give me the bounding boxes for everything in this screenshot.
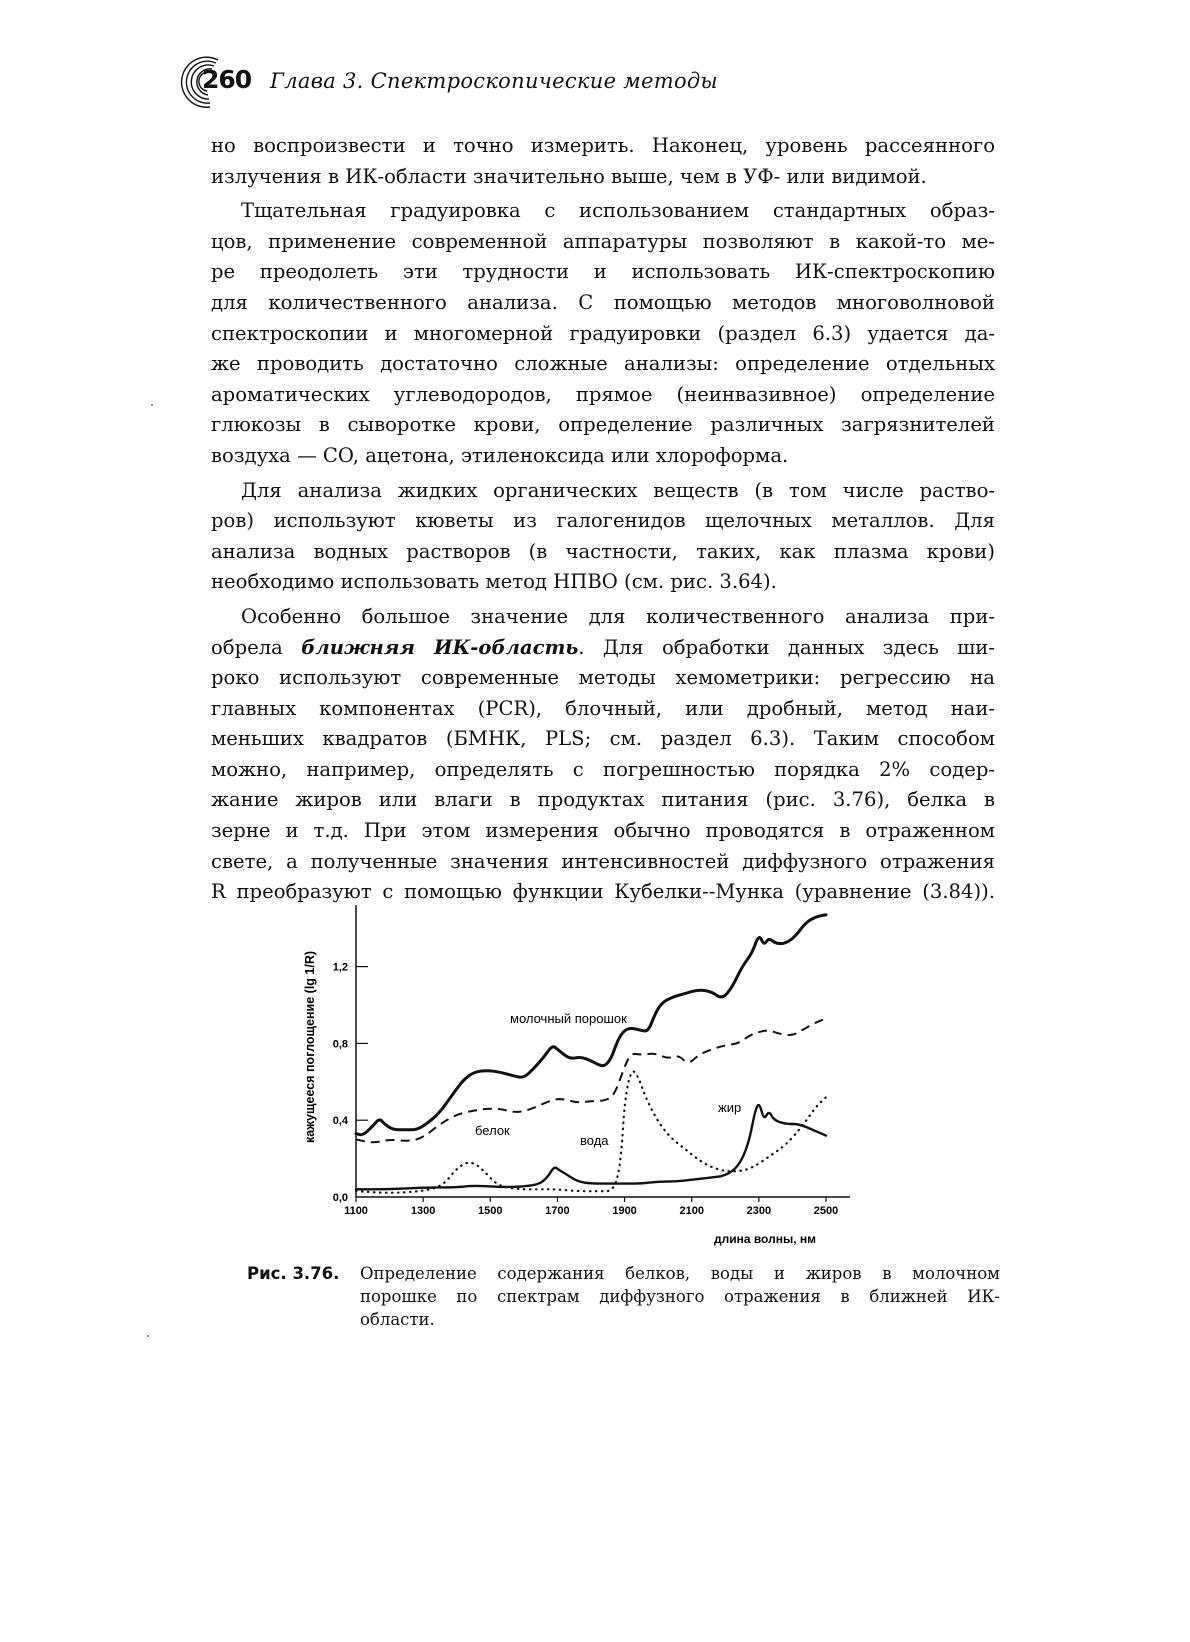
text-line: же проводить достаточно сложные анализы: определение отдельных [211,352,995,376]
x-tick-label: 2500 [813,1205,839,1217]
text-line: главных компонентах (PCR), блочный, или дробный, метод наи- [211,696,995,720]
text-segment: обрела [211,635,302,659]
text-line: но воспроизвести и точно измерить. Наконец, уровень рассеянного [211,134,995,157]
scan-speck [151,404,153,406]
running-head: Глава 3. Спектроскопические методы [270,69,718,93]
text-line: Особенно большое значение для количественного анализа при- [241,604,995,628]
text-line: для количественного анализа. С помощью методов многоволновой [211,290,995,314]
text-line: роко используют современные методы хемометрики: регрессию на [211,666,995,690]
x-tick-label: 1100 [344,1205,368,1217]
y-tick-label: 0,0 [332,1192,348,1204]
chart-series-layer [356,915,826,1193]
emphasis-term: ближняя ИК-область [301,635,579,659]
figure-3-76 [300,905,860,1255]
series-label: белок [475,1123,510,1138]
caption-line: области. [360,1310,435,1329]
caption-line: Определение содержания белков, воды и жиров в молочном [360,1264,1000,1283]
caption-text [360,1262,1000,1331]
nir-spectra-chart [300,905,860,1250]
text-line: Для анализа жидких органических веществ (в том числе раство- [241,478,995,502]
series-label: молочный порошок [510,1011,627,1026]
page-header [178,55,998,111]
caption-line: порошке по спектрам диффузного отражения в ближней ИК- [360,1287,1000,1306]
y-tick-label: 0,8 [332,1038,348,1051]
text-line: Тщательная градуировка с использованием стандартных образ- [241,199,995,223]
x-tick-label: 1500 [478,1205,503,1217]
text-line: анализа водных растворов (в частности, таких, как плазма крови) [211,539,995,563]
x-tick-label: 1300 [410,1205,436,1217]
text-line: R преобразуют с помощью функции Кубелки--Мунка (уравнение (3.84)). [211,880,995,904]
text-line: спектроскопии и многомерной градуировки (раздел 6.3) удается да- [211,321,995,345]
text-line: жание жиров или влаги в продуктах питания (рис. 3.76), белка в [211,788,995,812]
text-line-with-emphasis [211,633,995,664]
chart-axes [356,905,850,1202]
text-line: можно, например, определять с погрешностью порядка 2% содер- [211,757,995,781]
text-line: свете, а полученные значения интенсивностей диффузного отражения [211,849,995,873]
page-number: 260 [202,65,252,94]
text-line: воздуха — CO, ацетона, этиленоксида или хлороформа. [211,443,789,467]
text-line: меньших квадратов (БМНК, PLS; см. раздел 6.3). Таким способом [211,727,995,751]
text-line: излучения в ИК-области значительно выше, чем в УФ- или видимой. [211,164,927,188]
y-axis-title: кажущееся поглощение (lg 1/R) [303,950,317,1144]
x-tick-label: 2100 [679,1205,704,1217]
y-tick-label: 0,4 [332,1115,348,1128]
chart-labels [303,951,838,1246]
caption-label: Рис. 3.76. [247,1264,340,1283]
text-line: ароматических углеводородов, прямое (неинвазивное) определение [211,382,995,406]
text-line: необходимо использовать метод НПВО (см. рис. 3.64). [211,570,777,594]
x-tick-label: 1700 [545,1205,570,1217]
body-text [211,131,995,908]
x-tick-label: 2300 [746,1205,772,1217]
x-tick-label: 1900 [612,1205,637,1217]
text-segment: . Для обработки данных здесь ши- [578,635,995,659]
text-line: глюкозы в сыворотке крови, определение различных загрязнителей [211,413,995,437]
text-line: цов, применение современной аппаратуры позволяют в какой-то ме- [211,229,995,253]
text-line: ре преодолеть эти трудности и использовать ИК-спектроскопию [211,260,995,284]
series-label: жир [718,1100,742,1115]
series-label: вода [580,1133,609,1148]
scan-speck [147,1335,149,1337]
text-line: ров) используют кюветы из галогенидов щелочных металлов. Для [211,509,995,533]
x-axis-title: длина волны, нм [713,1232,816,1246]
y-tick-label: 1,2 [332,961,348,974]
text-line: зерне и т.д. При этом измерения обычно проводятся в отраженном [211,819,995,843]
